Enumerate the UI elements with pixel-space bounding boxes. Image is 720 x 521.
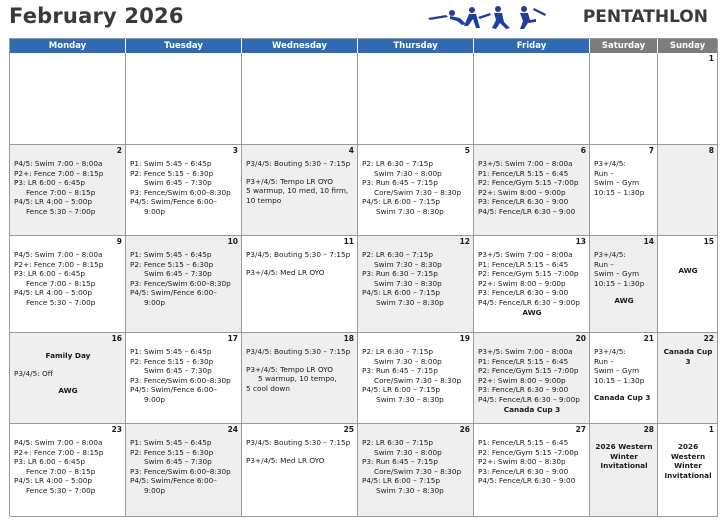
schedule-line: P2+: Swim 8:00 – 9:00p: [478, 278, 566, 288]
day-cell: [658, 236, 718, 333]
schedule-line: P3+/5: Swim 7:00 – 8:00a: [478, 250, 573, 259]
schedule-line: Fence 7:00 – 8:15p: [26, 278, 96, 288]
day-cell: [590, 145, 658, 236]
day-cell-empty: [590, 53, 658, 145]
schedule-line: Swim – Gym: [594, 366, 640, 376]
day-number: 14: [643, 237, 654, 246]
schedule-line: P3: Fence/Swim 6:00–8:30p: [130, 375, 231, 385]
schedule-line: Core/Swim 7:30 – 8:30p: [374, 187, 462, 197]
day-number: 23: [111, 425, 122, 434]
day-number: 6: [580, 146, 586, 155]
schedule-line: Swim 6:45 – 7:30p: [144, 178, 212, 188]
schedule-line: P3+/4/5:: [594, 159, 626, 168]
header-tuesday: Tuesday: [126, 39, 242, 53]
day-number: 20: [575, 334, 586, 343]
day-cell: [10, 333, 126, 424]
day-cell: [658, 424, 718, 517]
day-number: 3: [232, 146, 238, 155]
schedule-line: Core/Swim 7:30 – 8:30p: [374, 466, 462, 476]
schedule-line: 10 tempo: [246, 195, 282, 205]
schedule-line: P2: Fence 5:15 – 6:30p: [130, 168, 214, 178]
day-number: 17: [227, 334, 238, 343]
schedule-line: P4/5: LR 6:00 – 7:15p: [362, 197, 441, 207]
day-number: 21: [643, 334, 654, 343]
day-cell: [658, 145, 718, 236]
header-friday: Friday: [474, 39, 590, 53]
day-cell-empty: [474, 53, 590, 145]
header-monday: Monday: [10, 39, 126, 53]
schedule-line: P1: Fence/LR 5:15 – 6:45: [478, 168, 569, 178]
month-title: February 2026: [9, 4, 184, 28]
schedule-line: Swim 6:45 – 7:30p: [144, 457, 212, 467]
day-number: 7: [648, 146, 654, 155]
header-sunday: Sunday: [658, 39, 718, 53]
day-cell: [358, 236, 474, 333]
day-cell: [126, 424, 242, 517]
day-cell: [242, 236, 358, 333]
schedule-line: P1: Swim 5:45 – 6:45p: [130, 347, 212, 356]
schedule-line: 10:15 – 1:30p: [594, 375, 645, 385]
schedule-line: P2+: Fence 7:00 – 8:15p: [14, 259, 104, 269]
day-number: 27: [575, 425, 586, 434]
day-number: 18: [343, 334, 354, 343]
schedule-line: Swim 7:30 – 8:00p: [374, 356, 442, 366]
day-cell: [242, 333, 358, 424]
day-cell: [474, 236, 590, 333]
schedule-line: P4/5: Swim/Fence 6:00–: [130, 385, 217, 395]
schedule-line: P2+: Fence 7:00 – 8:15p: [14, 168, 104, 178]
schedule-line: Run –: [594, 168, 614, 178]
schedule-line: P4/5: Swim 7:00 – 8:00a: [14, 159, 103, 168]
day-cell-empty: [126, 53, 242, 145]
schedule-line: P3/4/5: Bouting 5:30 – 7:15p: [246, 347, 351, 356]
header-saturday: Saturday: [590, 39, 658, 53]
day-number: 5: [464, 146, 470, 155]
schedule-line: Run –: [594, 259, 614, 269]
schedule-line: Fence 5:30 – 7:00p: [26, 297, 96, 307]
schedule-line: P2: LR 6:30 – 7:15p: [362, 159, 433, 168]
schedule-line: P4/5: Fence/LR 6:30 – 9:00: [478, 206, 576, 216]
event-note: Canada Cup 3: [594, 393, 651, 403]
schedule-line: 10:15 – 1:30p: [594, 278, 645, 288]
day-number: 1: [708, 54, 714, 63]
day-cell: [358, 424, 474, 517]
schedule-line: P4/5: Fence/LR 6:30 – 9:00p: [478, 297, 580, 307]
schedule-line: P3+/4/5:: [594, 347, 626, 356]
schedule-line: P3: Fence/LR 6:30 – 9:00: [478, 197, 569, 207]
day-number: 9: [116, 237, 122, 246]
schedule-line: P2: Fence/Gym 5:15 –7:00p: [478, 269, 579, 279]
schedule-line: P3: LR 6:00 – 6:45p: [14, 457, 85, 467]
schedule-line: P2+: Swim 8:00 – 9:00p: [478, 187, 566, 197]
schedule-line: P2: LR 6:30 – 7:15p: [362, 250, 433, 259]
schedule-line: P4/5: LR 6:00 – 7:15p: [362, 476, 441, 486]
schedule-line: Swim 7:30 – 8:30p: [376, 297, 444, 307]
schedule-line: P3: Fence/LR 6:30 – 9:00: [478, 385, 569, 395]
day-number: 24: [227, 425, 238, 434]
day-number: 16: [111, 334, 122, 343]
day-number: 26: [459, 425, 470, 434]
day-number: 10: [227, 237, 238, 246]
schedule-line: P4/5: Swim/Fence 6:00–: [130, 476, 217, 486]
day-cell-empty: [242, 53, 358, 145]
schedule-line: Swim 7:30 – 8:00p: [374, 168, 442, 178]
header-thursday: Thursday: [358, 39, 474, 53]
schedule-line: 5 warmup, 10 tempo,: [258, 374, 337, 384]
day-cell: [590, 236, 658, 333]
day-number: 4: [348, 146, 354, 155]
event-note: Canada Cup 3: [663, 347, 713, 366]
schedule-line: P3+/4/5: Med LR OYO: [246, 455, 325, 465]
schedule-line: 10:15 – 1:30p: [594, 187, 645, 197]
schedule-line: P4/5: LR 6:00 – 7:15p: [362, 385, 441, 395]
schedule-line: P3: Fence/Swim 6:00–8:30p: [130, 187, 231, 197]
day-number: 12: [459, 237, 470, 246]
event-note: Canada Cup 3: [503, 404, 561, 414]
day-cell-empty: [10, 53, 126, 145]
day-cell: [590, 424, 658, 517]
schedule-line: Swim 7:30 – 8:30p: [376, 206, 444, 216]
pentathlon-logo-icon: [426, 4, 550, 30]
schedule-line: 9:00p: [144, 297, 166, 307]
day-number: 25: [343, 425, 354, 434]
day-cell: [126, 236, 242, 333]
schedule-line: P4/5: Swim 7:00 – 8:00a: [14, 438, 103, 447]
schedule-line: P3/4/5: Off: [14, 368, 53, 378]
schedule-line: P3: Run 6:45 – 7:15p: [362, 178, 438, 188]
schedule-line: Swim 7:30 – 8:30p: [374, 278, 442, 288]
schedule-line: P3: Run 6:45 – 7:15p: [362, 366, 438, 376]
schedule-line: Fence 7:00 – 8:15p: [26, 187, 96, 197]
schedule-line: P2: Fence/Gym 5:15 –7:00p: [478, 366, 579, 376]
schedule-line: P1: Fence/LR 5:15 – 6:45: [478, 356, 569, 366]
schedule-line: P1: Swim 5:45 – 6:45p: [130, 438, 212, 447]
schedule-line: P2: Fence 5:15 – 6:30p: [130, 259, 214, 269]
day-cell: [10, 424, 126, 517]
schedule-line: Fence 5:30 – 7:00p: [26, 485, 96, 495]
day-cell: [126, 333, 242, 424]
schedule-line: P3: Run 6:45 – 7:15p: [362, 457, 438, 467]
schedule-line: P2: LR 6:30 – 7:15p: [362, 438, 433, 447]
schedule-line: P4/5: Swim/Fence 6:00–: [130, 197, 217, 207]
day-number: 19: [459, 334, 470, 343]
schedule-line: Swim 7:30 – 8:30p: [376, 485, 444, 495]
schedule-line: Swim 7:30 – 8:30p: [374, 259, 442, 269]
calendar-grid: [9, 38, 717, 516]
schedule-line: P4/5: Fence/LR 6:30 – 9:00: [478, 476, 576, 486]
day-cell: [590, 333, 658, 424]
day-cell: [10, 236, 126, 333]
day-number: 15: [703, 237, 714, 246]
schedule-line: P3: Fence/Swim 6:00–8:30p: [130, 278, 231, 288]
schedule-line: P2+: Swim 8:00 – 9:00p: [478, 375, 566, 385]
schedule-line: P3: LR 6:00 – 6:45p: [14, 269, 85, 279]
schedule-line: P1: Swim 5:45 – 6:45p: [130, 159, 212, 168]
event-note: 2026 Western Winter Invitational: [664, 442, 712, 480]
schedule-line: P4/5: Swim 7:00 – 8:00a: [14, 250, 103, 259]
schedule-line: P4/5: LR 4:00 – 5:00p: [14, 288, 93, 298]
schedule-line: 9:00p: [144, 206, 166, 216]
schedule-line: P2: Fence 5:15 – 6:30p: [130, 356, 214, 366]
schedule-line: P3+/5: Swim 7:00 – 8:00a: [478, 159, 573, 168]
event-note: AWG: [58, 386, 78, 396]
schedule-line: Run –: [594, 356, 614, 366]
schedule-line: 5 cool down: [246, 383, 290, 393]
schedule-line: P3+/4/5: Tempo LR OYO: [246, 364, 333, 374]
schedule-line: P3: Fence/Swim 6:00–8:30p: [130, 466, 231, 476]
event-note: AWG: [522, 307, 542, 317]
event-note: AWG: [614, 296, 634, 306]
day-number: 28: [643, 425, 654, 434]
schedule-line: Core/Swim 7:30 – 8:30p: [374, 375, 462, 385]
brand-name: PENTATHLON: [582, 7, 708, 27]
schedule-line: P3+/5: Swim 7:00 – 8:00a: [478, 347, 573, 356]
schedule-line: P3/4/5: Bouting 5:30 – 7:15p: [246, 250, 351, 259]
day-cell: [126, 145, 242, 236]
event-note: AWG: [678, 266, 698, 275]
schedule-line: P4/5: Swim/Fence 6:00–: [130, 288, 217, 298]
schedule-line: P1: Fence/LR 5:15 – 6:45: [478, 438, 569, 447]
schedule-line: P3+/4/5: Tempo LR OYO: [246, 176, 333, 186]
schedule-line: 9:00p: [144, 394, 166, 404]
header-wednesday: Wednesday: [242, 39, 358, 53]
schedule-line: P3+/4/5: Med LR OYO: [246, 267, 325, 277]
schedule-line: Swim – Gym: [594, 269, 640, 279]
schedule-line: P3/4/5: Bouting 5:30 – 7:15p: [246, 159, 351, 168]
schedule-line: Fence 7:00 – 8:15p: [26, 466, 96, 476]
schedule-line: P3: Fence/LR 6:30 – 9:00: [478, 288, 569, 298]
day-number: 8: [708, 146, 714, 155]
schedule-line: P1: Swim 5:45 – 6:45p: [130, 250, 212, 259]
schedule-line: P2+: Fence 7:00 – 8:15p: [14, 447, 104, 457]
schedule-line: Swim 6:45 – 7:30p: [144, 366, 212, 376]
schedule-line: 9:00p: [144, 485, 166, 495]
schedule-line: Swim 7:30 – 8:30p: [376, 394, 444, 404]
day-cell: [10, 145, 126, 236]
day-number: 22: [703, 334, 714, 343]
day-number: 2: [116, 146, 122, 155]
schedule-line: P2: Fence/Gym 5:15 –7:00p: [478, 178, 579, 188]
schedule-line: P2: Fence/Gym 5:15 –7:00p: [478, 447, 579, 457]
event-note: 2026 Western Winter Invitational: [595, 442, 653, 471]
schedule-line: P4/5: LR 4:00 – 5:00p: [14, 476, 93, 486]
schedule-line: Fence 5:30 – 7:00p: [26, 206, 96, 216]
schedule-line: P4/5: Fence/LR 6:30 – 9:00p: [478, 394, 580, 404]
day-number: 1: [708, 425, 714, 434]
day-cell: [474, 333, 590, 424]
day-cell: [474, 424, 590, 517]
schedule-line: 5 warmup, 10 med, 10 firm,: [246, 186, 349, 196]
schedule-line: Swim – Gym: [594, 178, 640, 188]
day-cell-empty: [358, 53, 474, 145]
day-cell: [658, 53, 718, 145]
schedule-line: Swim 7:30 – 8:00p: [374, 447, 442, 457]
holiday-label: Family Day: [45, 351, 91, 360]
day-cell: [242, 424, 358, 517]
day-cell: [474, 145, 590, 236]
day-cell: [358, 333, 474, 424]
schedule-line: P2: LR 6:30 – 7:15p: [362, 347, 433, 356]
schedule-line: P3: LR 6:00 – 6:45p: [14, 178, 85, 188]
day-cell: [658, 333, 718, 424]
schedule-line: P3: Run 6:30 – 7:15p: [362, 269, 438, 279]
day-number: 13: [575, 237, 586, 246]
schedule-line: P4/5: LR 4:00 – 5:00p: [14, 197, 93, 207]
schedule-line: P2: Fence 5:15 – 6:30p: [130, 447, 214, 457]
schedule-line: P4/5: LR 6:00 – 7:15p: [362, 288, 441, 298]
day-number: 11: [343, 237, 354, 246]
day-cell: [242, 145, 358, 236]
schedule-line: P1: Fence/LR 5:15 – 6:45: [478, 259, 569, 269]
schedule-line: P3: Fence/LR 6:30 – 9:00: [478, 466, 569, 476]
schedule-line: P2+: Swim 8:00 – 8:30p: [478, 457, 566, 467]
schedule-line: P3/4/5: Bouting 5:30 – 7:15p: [246, 438, 351, 447]
day-cell: [358, 145, 474, 236]
schedule-line: Swim 6:45 – 7:30p: [144, 269, 212, 279]
schedule-line: P3+/4/5:: [594, 250, 626, 259]
